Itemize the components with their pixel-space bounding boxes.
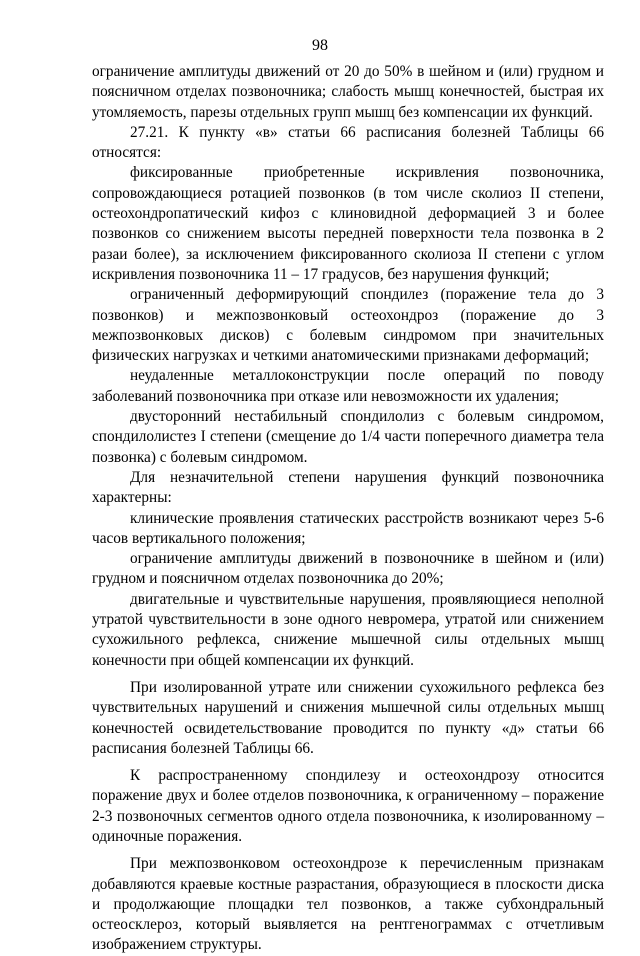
page-number: 98 (312, 37, 328, 54)
paragraph-minor-impairment-intro: Для незначительной степени нарушения функций позвоночника характерны: (92, 468, 604, 507)
paragraph-motor-sensory-disorders: двигательные и чувствительные нарушения, проявляющиеся неполной утратой чувствительности в зоне одного невромера, утратой или снижением сухожильного рефлекса, снижение мышечной силы отдельных мышц конечности при общей компенсации их функций. (92, 590, 604, 669)
paragraph-limited-spondylosis: ограниченный деформирующий спондилез (поражение тела до 3 позвонков) и межпозвонковый остеохондроз (поражение до 3 межпозвонковых дисков) с болевым синдромом при значительных физических нагрузках и четкими анатомическими признаками деформаций; (92, 286, 604, 365)
paragraph-spondylolysis: двусторонний нестабильный спондилолиз с болевым синдромом, спондилолистез I степени (смещение до 1/4 части поперечного диаметра тела позвонка) с болевым синдромом. (92, 408, 604, 466)
paragraph-item-27-21: 27.21. К пункту «в» статьи 66 расписания болезней Таблицы 66 относятся: (92, 123, 604, 162)
paragraph-fixed-curvature: фиксированные приобретенные искривления позвоночника, сопровождающиеся ротацией позвонков (в том числе сколиоз II степени, остеохондропатический кифоз с клиновидной деформацией 3 и более позвонков со снижением высоты передней поверхности тела позвонка в 2 разаи более), за исключением фиксированного сколиоза II степени с углом искривления позвоночника 11 – 17 градусов, без нарушения функций; (92, 164, 604, 283)
paragraph-isolated-reflex-loss: При изолированной утрате или снижении сухожильного рефлекса без чувствительных нарушений и снижения мышечной силы отдельных мышц конечностей освидетельствование проводится по пункту «д» статьи 66 расписания болезней Таблицы 66. (92, 678, 604, 757)
paragraph-motion-limitation: ограничение амплитуды движений в позвоночнике в шейном и (или) грудном и поясничном отделах позвоночника до 20%; (92, 550, 604, 588)
paragraph-intervertebral-osteochondrosis: При межпозвонковом остеохондрозе к перечисленным признакам добавляются краевые костные разрастания, образующиеся в плоскости диска и продолжающие площадки тел позвонков, а также субхондральный остеосклероз, который выявляется на рентгенограммах с отчетливым изображением структуры. (92, 855, 604, 954)
paragraph-metal-constructions: неудаленные металлоконструкции после операций по поводу заболеваний позвоночника при отказе или невозможности их удаления; (92, 367, 604, 405)
paragraph-widespread-spondylosis: К распространенному спондилезу и остеохондрозу относится поражение двух и более отделов позвоночника, к ограниченному – поражение 2-3 позвоночных сегментов одного отдела позвоночника, к изолированному – одиночные поражения. (92, 767, 604, 845)
document-body (92, 62, 604, 956)
paragraph-continued: ограничение амплитуды движений от 20 до 50% в шейном и (или) грудном и поясничном отделах позвоночника; слабость мышц конечностей, быстрая их утомляемость, парезы отдельных групп мышц без компенсации их функций. (92, 63, 604, 121)
paragraph-clinical-manifestations: клинические проявления статических расстройств возникают через 5-6 часов вертикального положения; (92, 509, 604, 547)
